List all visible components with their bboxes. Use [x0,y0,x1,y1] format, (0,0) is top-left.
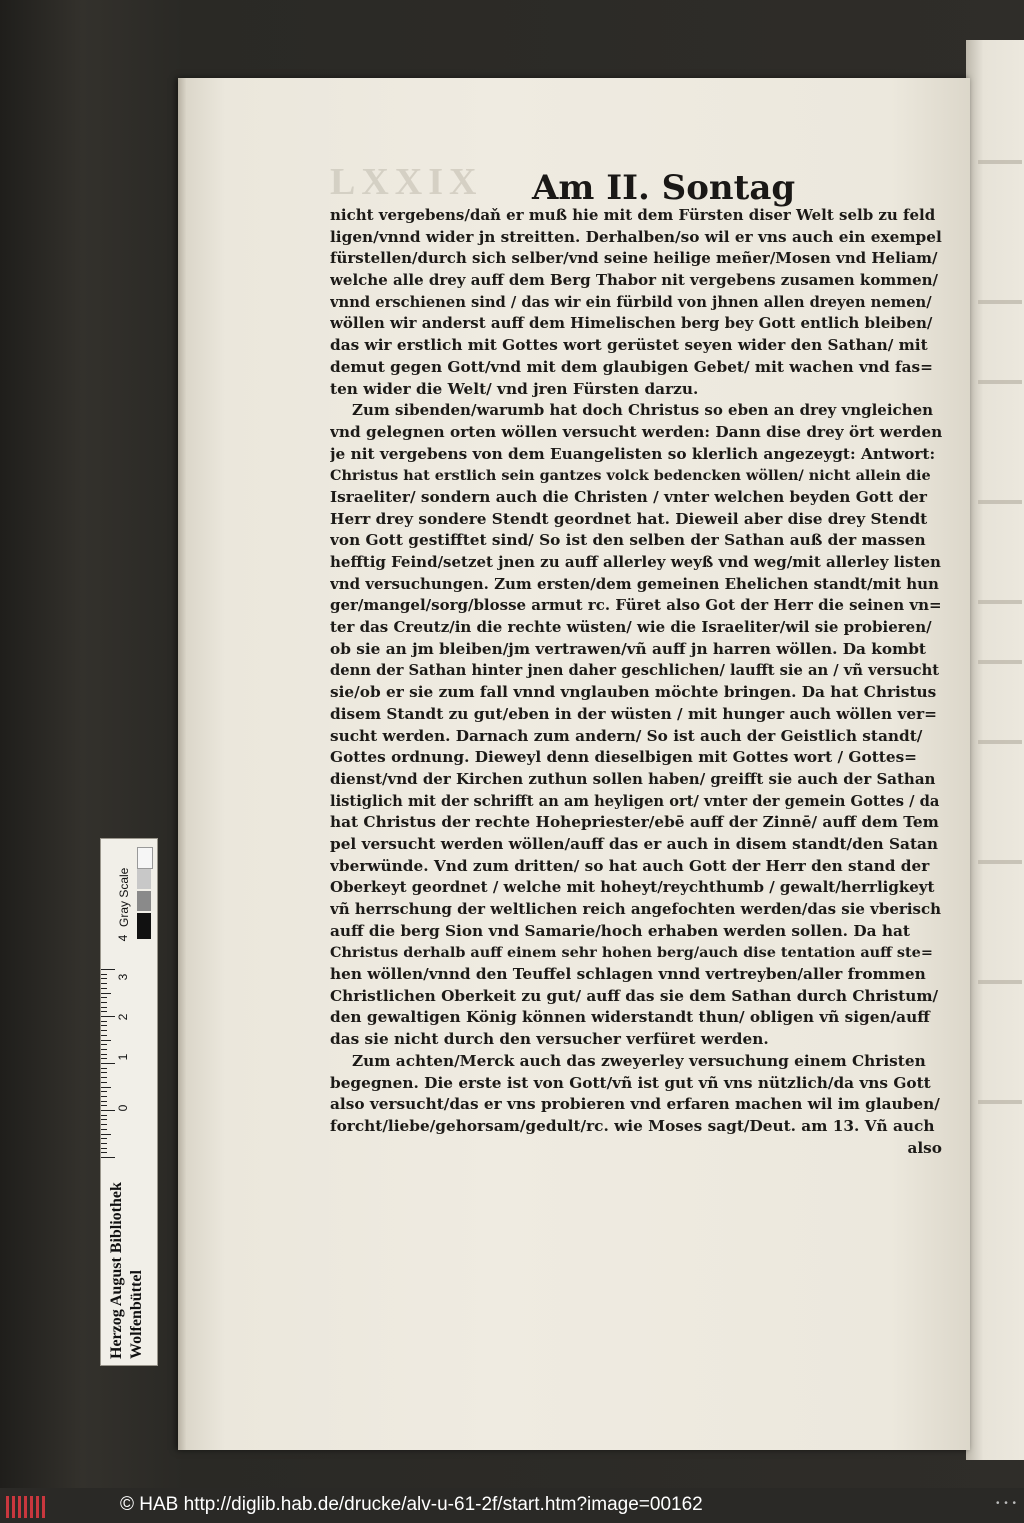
text-line: vnd versuchungen. Zum ersten/dem gemeinen Ehelichen standt/mit hun [330,574,939,593]
text-line: listiglich mit der schrifft an am heyligen ort/ vnter der gemein Gottes / da [330,792,940,810]
more-menu-icon[interactable]: • • • [996,1498,1018,1509]
ruler-tick [101,1040,111,1041]
text-line: ter das Creutz/in die rechte wüsten/ wie die Israeliter/wil sie probieren/ [330,618,932,637]
ruler-tick [101,1007,107,1008]
text-line: ger/mangel/sorg/blosse armut rc. Füret also Got der Herr die seinen vn= [330,596,942,615]
gray-swatch-mid [137,891,151,911]
ruler-tick [101,1091,107,1092]
text-line: Christus derhalb auff einem sehr hohen berg/auch dise tentation auff ste= [330,944,933,962]
ruler-tick [101,1054,107,1055]
text-line: vnnd erschienen sind / das wir ein fürbild von jhnen allen dreyen nemen/ [330,293,932,311]
facing-page-edge [966,40,1024,1460]
ruler-tick [101,1035,107,1036]
ruler-tick [101,1124,107,1125]
ruler-tick [101,1068,107,1069]
ruler-tick [101,1021,107,1022]
ruler-tick [101,983,107,984]
text-line: vberwünde. Vnd zum dritten/ so hat auch Gott der Herr den stand der [330,856,930,875]
text-line: ob sie an jm bleiben/jm vertrawen/vñ auff jn harren wöllen. Da kombt [330,639,926,658]
ruler-tick [101,1002,107,1003]
text-line: demut gegen Gott/vnd mit dem glaubigen Gebet/ mit wachen vnd fas= [330,357,933,376]
text-line: Oberkeyt geordnet / welche mit hoheyt/reychthumb / gewalt/herrligkeyt [330,878,935,897]
text-line: hat Christus der rechte Hohepriester/ebē auff der Zinnē/ auff dem Tem [330,813,939,832]
text-line: sie/ob er sie zum fall vnnd vnglauben möchte bringen. Da hat Christus [330,683,937,702]
text-line: wöllen wir anderst auff dem Himelischen berg bey Gott entlich bleiben/ [330,314,933,333]
ruler-tick [101,1143,107,1144]
ruler-tick [101,1011,107,1012]
text-line: Herr drey sondere Stendt geordnet hat. Dieweil aber dise drey Stendt [330,509,928,528]
gray-scale-label: Gray Scale [117,867,131,927]
text-line: welche alle drey auff dem Berg Thabor nit vergebens zusamen kommen/ [330,271,938,290]
text-line: Zum sibenden/warumb hat doch Christus so eben an drey vngleichen [352,401,934,420]
copyright-url[interactable]: © HAB http://diglib.hab.de/drucke/alv-u-61-2f/start.htm?image=00162 [120,1494,703,1515]
ruler-tick [101,1030,107,1031]
text-line: hefftig Feind/setzet jnen zu auff allerley weyß vnd weg/mit allerley listen [330,553,941,571]
page-heading: Am II. Sontag [532,168,796,208]
text-line: dienst/vnd der Kirchen zuthun sollen haben/ greifft sie auch der Sathan [330,769,936,788]
ruler-tick [101,969,115,970]
gray-swatch-white [137,847,153,869]
ruler-tick [101,1110,115,1111]
ruler-number-3: 3 [116,973,130,981]
text-line: Christlichen Oberkeit zu gut/ auff das sie dem Sathan durch Christum/ [330,986,939,1005]
viewer-footer [0,1488,1024,1523]
ruler-tick [101,993,111,994]
ruler-number-0: 0 [116,1104,130,1112]
text-line: begegnen. Die erste ist von Gott/vñ ist gut vñ vns nützlich/da vns Gott [330,1073,931,1092]
text-line: das wir erstlich mit Gottes wort gerüstet seyen wider den Sathan/ mit [330,336,928,355]
text-line: den gewaltigen König können widerstandt thun/ obligen vñ sigen/auff [330,1008,930,1027]
ruler-tick [101,974,107,975]
text-line: disem Standt zu gut/eben in der wüsten / mit hunger auch wöllen ver= [330,704,937,723]
text-line: denn der Sathan hinter jnen daher geschlichen/ laufft sie an / vñ versucht [330,662,940,680]
ruler-tick [101,978,107,979]
text-line: ligen/vnnd wider jn streitten. Derhalben/so wil er vns auch ein exempel [330,227,942,246]
bleed-through-text: LXXIX [330,161,483,203]
ruler-tick [101,1072,107,1073]
ruler-tick [101,988,107,989]
text-line: Gottes ordnung. Dieweyl denn dieselbigen mit Gottes wort / Gottes= [330,748,917,767]
ruler-tick [101,1025,107,1026]
hab-logo-icon[interactable] [6,1496,48,1518]
text-line: das sie nicht durch den versucher verfüret werden. [330,1030,769,1049]
text-line: von Gott gestifftet sind/ So ist den selben der Sathan auß der massen [330,531,926,550]
ruler-tick [101,1119,107,1120]
text-line: auff die berg Sion vnd Samarie/hoch erhaben werden sollen. Da hat [330,921,910,940]
page-fold-shadow [178,78,186,1450]
text-line: vnd gelegnen orten wöllen versucht werden: Dann dise drey ört werden [330,422,942,441]
ruler-number-4: 4 [116,934,130,942]
ruler-tick [101,1044,107,1045]
ruler-tick [101,1049,107,1050]
text-line: Israeliter/ sondern auch die Christen / vnter welchen beyden Gott der [330,487,927,506]
gray-swatch-light [137,869,151,889]
ruler-tick [101,1077,107,1078]
ruler-tick [101,1134,111,1135]
ruler-tick [101,1138,107,1139]
gray-swatch-black [137,913,151,939]
text-line: forcht/liebe/gehorsam/gedult/rc. wie Moses sagt/Deut. am 13. Vñ auch [330,1116,935,1135]
ruler-tick [101,1058,107,1059]
ruler-tick [101,1082,107,1083]
ruler-tick [101,1148,107,1149]
institution-city: Wolfenbüttel [128,1270,145,1359]
text-line: je nit vergebens von dem Euangelisten so klerlich angezeygt: Antwort: [330,444,936,463]
ruler-tick [101,1129,107,1130]
text-line: vñ herrschung der weltlichen reich angefochten werden/das sie vberisch [330,900,942,918]
institution-label [107,1159,153,1359]
text-line: Christus hat erstlich sein gantzes volck bedencken wöllen/ nicht allein die [330,467,931,485]
ruler-tick [101,1101,107,1102]
ruler-tick [101,1063,115,1064]
ruler-tick [101,1157,115,1158]
text-line: sucht werden. Darnach zum andern/ So ist auch der Geistlich standt/ [330,726,923,745]
scale-ruler [100,838,158,1366]
ruler-tick [101,1115,107,1116]
ruler-tick [101,997,107,998]
ruler-number-1: 1 [116,1053,130,1061]
ruler-number-2: 2 [116,1013,130,1021]
page-body-text [330,205,942,1159]
text-line: ten wider die Welt/ vnd jren Fürsten darzu. [330,379,699,398]
institution-name: Herzog August Bibliothek [108,1182,125,1359]
text-line: nicht vergebens/daň er muß hie mit dem Fürsten diser Welt selb zu feld [330,206,936,224]
ruler-tick [101,1087,111,1088]
text-line: hen wöllen/vnnd den Teuffel schlagen vnnd vertreyben/aller frommen [330,965,926,984]
text-line: Zum achten/Merck auch das zweyerley versuchung einem Christen [352,1051,926,1070]
ruler-tick [101,1096,107,1097]
ruler-tick [101,1152,107,1153]
text-line: pel versucht werden wöllen/auff das er auch in disem standt/den Satan [330,834,939,853]
catchword: also [907,1138,942,1157]
ruler-tick [101,1016,115,1017]
text-line: fürstellen/durch sich selber/vnd seine heilige meñer/Mosen vnd Heliam/ [330,249,938,268]
text-line: also versucht/das er vns probieren vnd erfaren machen wil im glauben/ [330,1095,940,1114]
ruler-tick [101,1105,107,1106]
